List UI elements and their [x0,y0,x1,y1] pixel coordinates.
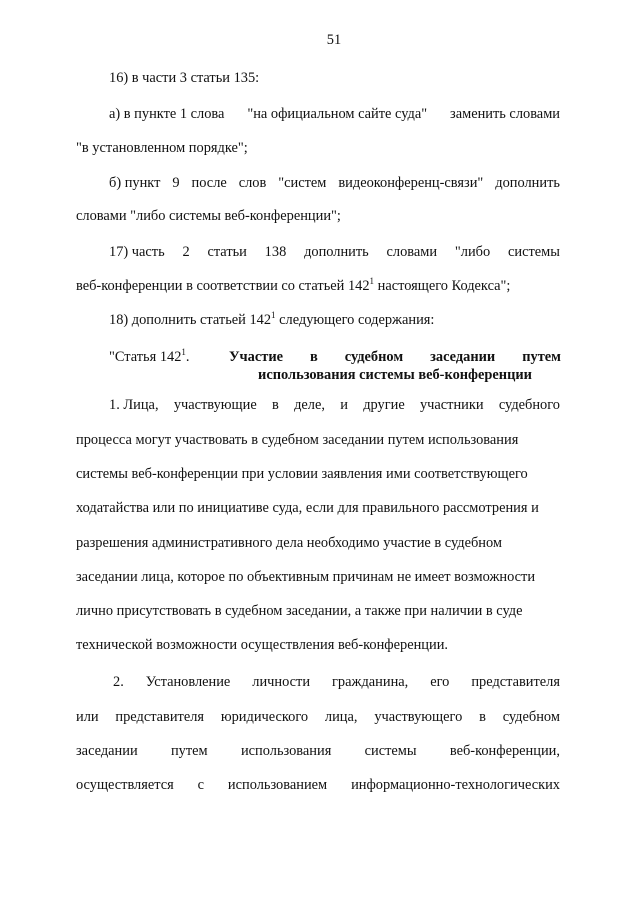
text-segment: 1. Лица, [109,397,159,413]
text-segment: "на официальном сайте суда" [247,106,428,122]
text-segment: статьи [207,244,247,260]
item-16-intro: 16) в части 3 статьи 135: [109,70,260,86]
text-segment: с [197,777,205,793]
text-segment: путем [522,349,561,365]
text-segment: судебном [502,709,560,725]
text-segment: словами [386,244,438,260]
text-segment: 9 [172,175,180,191]
item-16b-line-2: словами "либо системы веб-конференции"; [76,208,341,224]
page-number: 51 [326,32,342,48]
article-title [229,350,561,383]
para-1-line-7 [76,604,560,618]
text-segment: осуществляется [76,777,174,793]
item-16a-line-2: "в установленном порядке"; [76,140,248,156]
text-segment: "Статья 142 [109,349,182,365]
text-segment: участники [419,397,484,413]
para-1-line-4 [76,501,560,515]
para-2-line-2 [76,710,560,724]
text-segment: системы [507,244,560,260]
article-title-line-2: использования системы веб-конференции [258,367,532,384]
text-segment: дополнить [495,175,560,191]
text-segment: лично присутствовать в судебном заседании, а также при наличии в суде [76,603,523,619]
text-segment: судебного [498,397,560,413]
text-segment: заседании лица, которое по объективным причинам не имеет возможности [76,569,536,585]
para-1-line-8: технической возможности осуществления веб-конференции. [76,637,449,653]
text-segment: 138 [264,244,287,260]
text-segment: системы [364,743,417,759]
text-segment: "систем [278,175,327,191]
para-2-line-4 [76,778,560,792]
item-17-line-2 [76,276,511,294]
text-segment: следующего содержания: [275,312,435,328]
text-segment: другие [363,397,405,413]
text-segment: процесса могут участвовать в судебном заседании путем использования [76,432,519,448]
text-segment: слов [238,175,267,191]
text-segment: путем [170,743,208,759]
superscript: 1 [181,347,186,357]
text-segment: а) в пункте 1 слова [109,106,225,122]
para-2-line-3 [76,744,560,758]
text-segment: заседании [430,349,496,365]
text-segment: лица, [324,709,358,725]
text-segment: в [479,709,486,725]
para-1-line-6 [76,570,560,584]
text-segment: разрешения административного дела необходимо участие в судебном [76,535,503,551]
para-1-line-3 [76,467,560,481]
text-segment: и [340,397,348,413]
item-16b-line-1 [109,176,560,190]
text-segment: веб-конференции в соответствии со статьей 142 [76,278,370,294]
para-1-line-1 [109,398,560,412]
text-segment: 17) часть [109,244,165,260]
text-segment: 18) дополнить статьей 142 [109,312,272,328]
text-segment: ходатайства или по инициативе суда, если для правильного рассмотрения и [76,500,539,516]
text-segment: использованием [227,777,328,793]
item-16a-line-1 [109,107,560,121]
text-segment: Участие [229,349,284,365]
text-segment: юридического [220,709,309,725]
text-segment: представителя [471,674,560,690]
text-segment: или [76,709,99,725]
text-segment: в [272,397,279,413]
text-segment: системы веб-конференции при условии заявления ими соответствующего [76,466,528,482]
text-segment: в [310,349,318,365]
text-segment: видеоконференц-связи" [338,175,484,191]
text-segment: судебном [344,349,404,365]
text-segment: после [191,175,227,191]
text-segment: . [185,349,190,365]
text-segment: б) пункт [109,175,161,191]
item-17-line-1 [109,245,560,259]
text-segment: деле, [294,397,325,413]
article-title-line-1 [229,350,561,364]
text-segment: Установление [145,674,231,690]
item-18 [109,310,435,328]
text-segment: веб-конференции, [449,743,560,759]
text-segment: его [430,674,450,690]
para-1-line-5 [76,536,560,550]
superscript: 1 [271,310,276,320]
text-segment: "либо [454,244,491,260]
text-segment: заменить словами [450,106,560,122]
article-label [109,347,190,365]
text-segment: представителя [115,709,205,725]
text-segment: информационно-технологических [351,777,560,793]
text-segment: участвующего [374,709,463,725]
para-1-line-2 [76,433,560,447]
para-2-line-1 [113,675,560,689]
text-segment: настоящего Кодекса"; [374,278,511,294]
text-segment: 2 [182,244,190,260]
text-segment: участвующие [173,397,257,413]
text-segment: дополнить [304,244,369,260]
text-segment: 2. [113,674,124,690]
text-segment: использования [240,743,332,759]
text-segment: гражданина, [332,674,409,690]
text-segment: личности [252,674,311,690]
text-segment: заседании [76,743,138,759]
superscript: 1 [369,276,375,286]
